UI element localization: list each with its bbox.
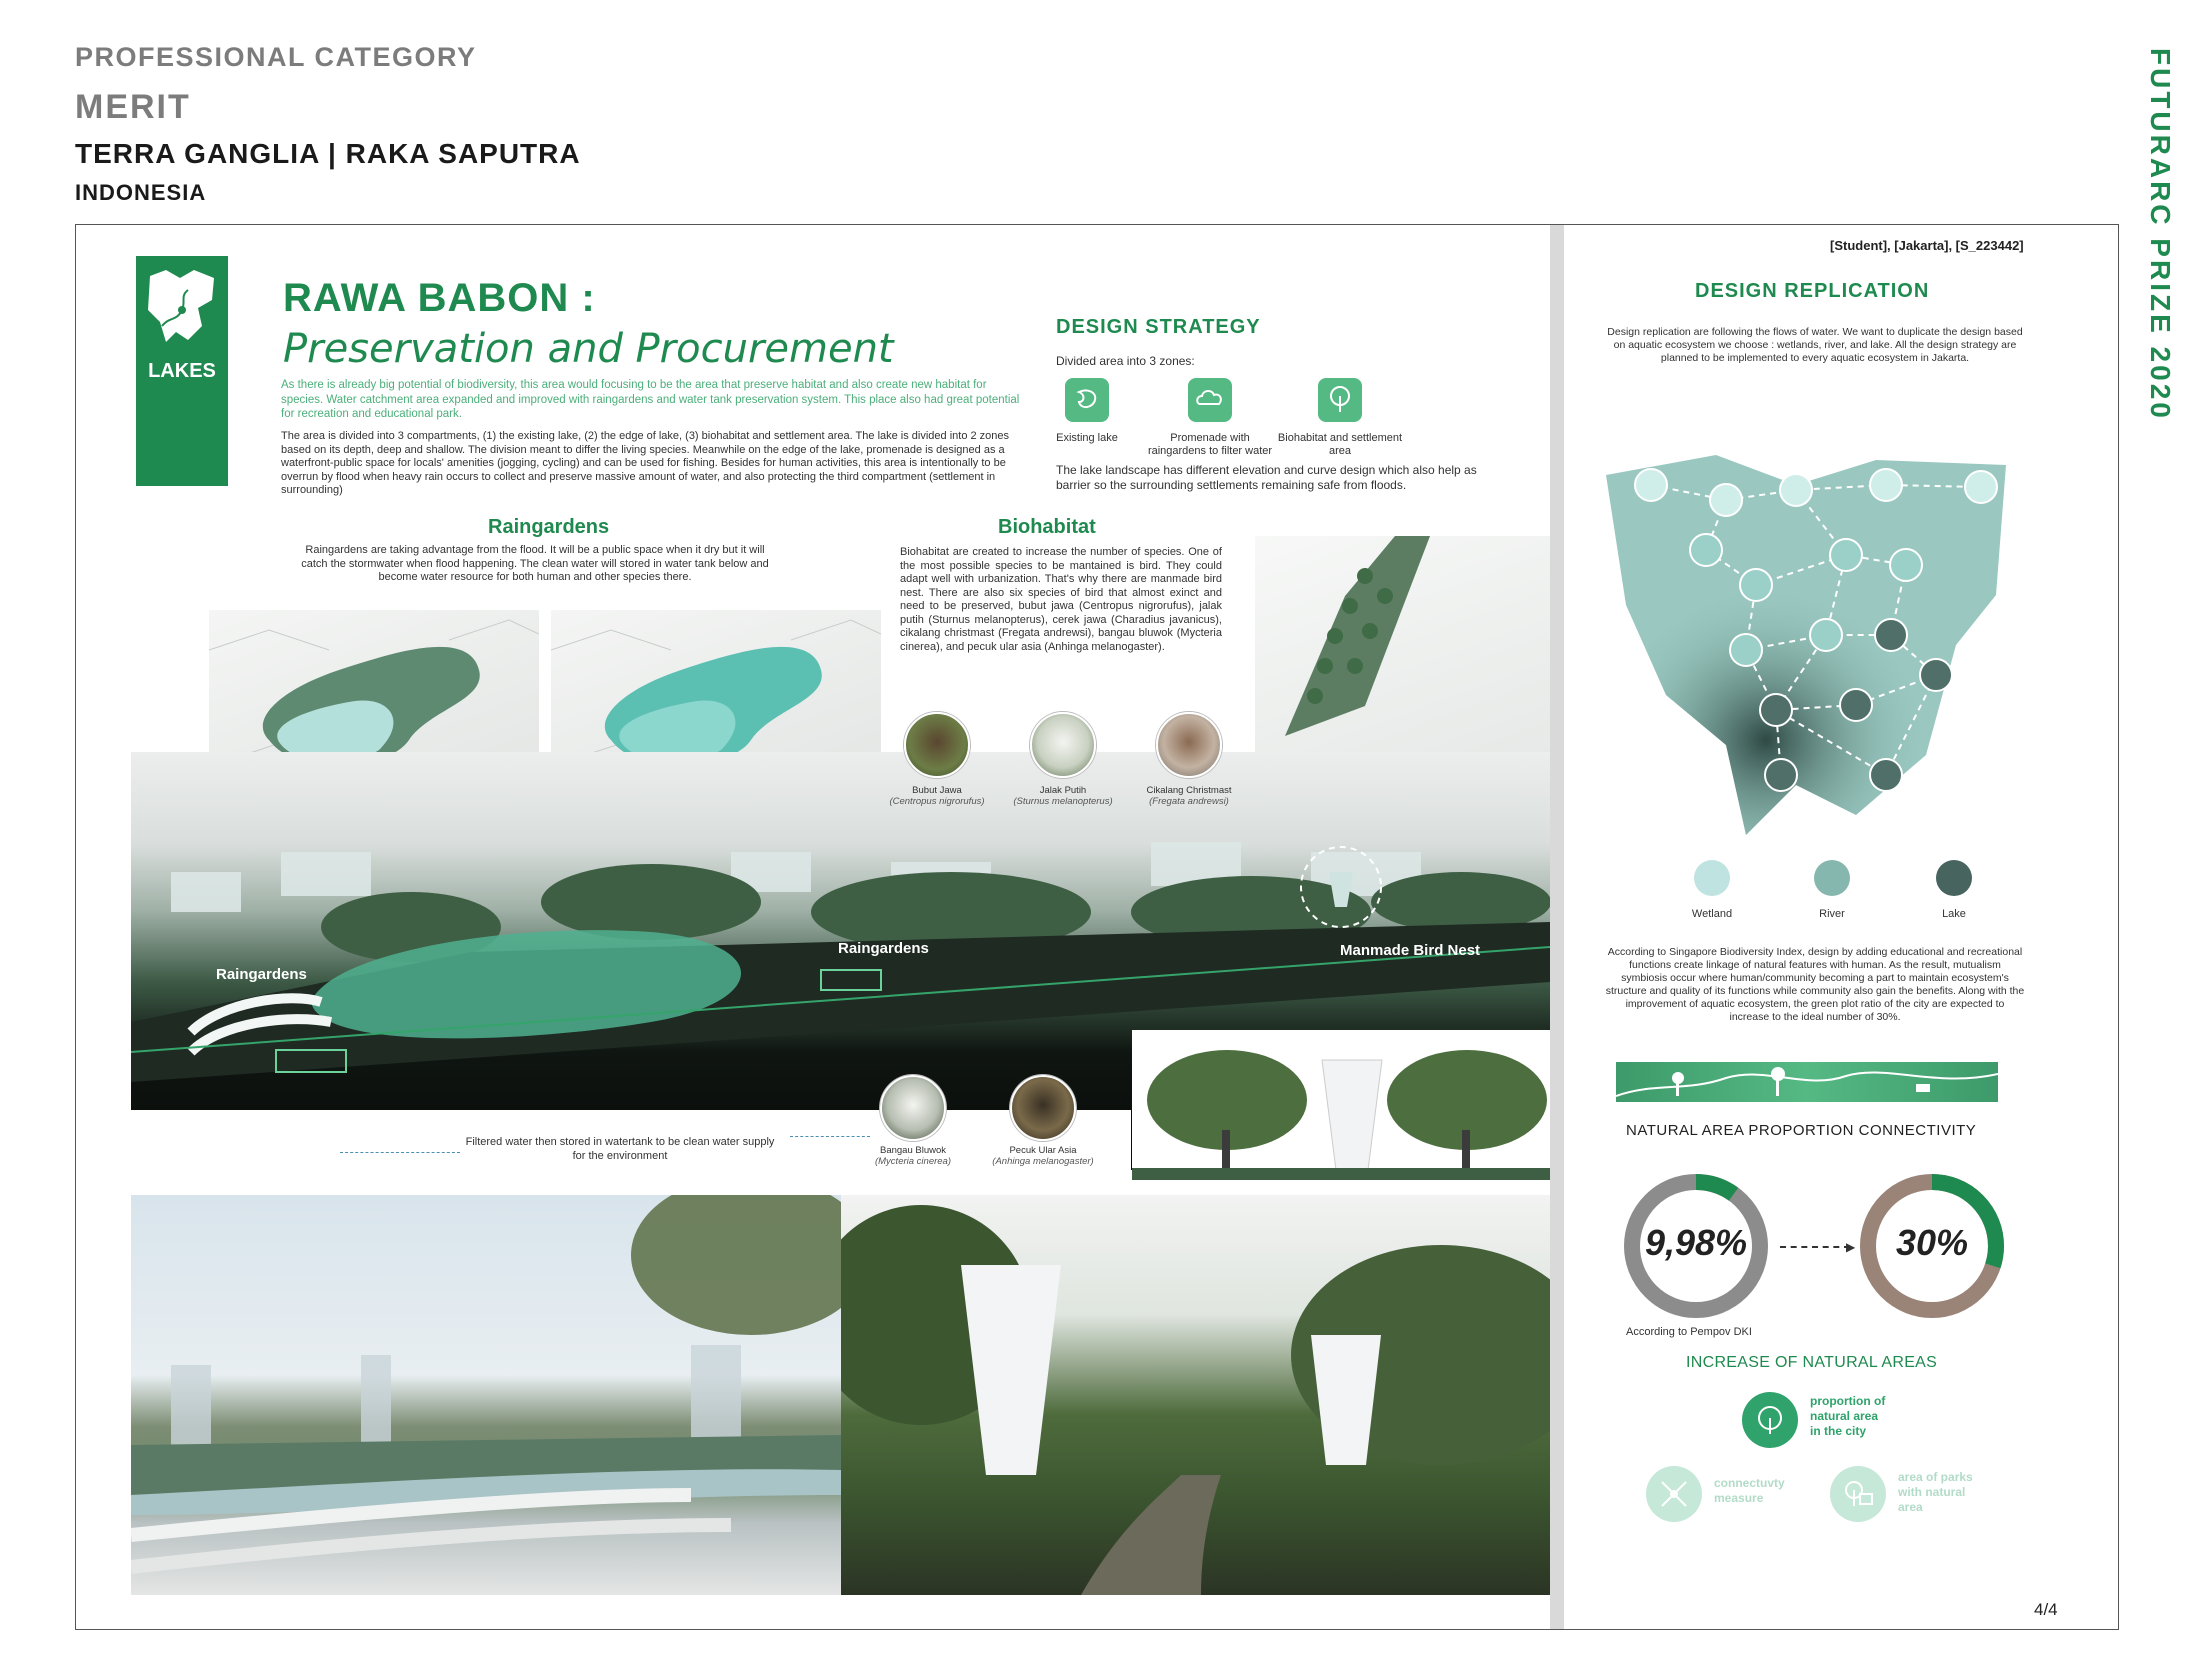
award-heading: MERIT bbox=[75, 88, 191, 126]
network-indicator-icon bbox=[1646, 1466, 1702, 1522]
zone-label-1: Existing lake bbox=[1056, 432, 1118, 444]
biohabitat-desc: Biohabitat are created to increase the number of species. One of the most possible species to be mantained is bird. They could adapt well with urbanization. That's why there are manmade bird nest. There are also six species of bird that almost exinct and need to be preserved, bubut jawa (Centropus nigrorufus), jalak putih (Sturnus melanopterus), cerek jawa (Charadius javanicus), cikalang christmast (Fregata andrewsi), bangau bluwok (Mycteria cinerea), and pecuk ular asia (Anhinga melanogaster). bbox=[900, 546, 1222, 653]
bird-label-3 bbox=[1124, 785, 1254, 807]
indicator-proportion-line-3: in the city bbox=[1810, 1424, 1867, 1438]
bird-name-3: Cikalang Christmast bbox=[1146, 785, 1232, 796]
indicator-parks-line-3: area bbox=[1898, 1500, 1923, 1514]
bird-latin-5: (Anhinga melanogaster) bbox=[992, 1156, 1094, 1167]
donut-target-value: 30% bbox=[1895, 1222, 1969, 1263]
biohabitat-title: Biohabitat bbox=[998, 516, 1096, 538]
jakarta-replication-map bbox=[1596, 445, 2016, 845]
indicator-proportion bbox=[1810, 1394, 1885, 1439]
indicator-parks-line-1: area of parks bbox=[1898, 1470, 1973, 1484]
entry-id: [Student], [Jakarta], [S_223442] bbox=[1830, 238, 2024, 253]
legend-wetland-label: Wetland bbox=[1691, 908, 1733, 920]
bird-bubut-jawa bbox=[904, 712, 970, 778]
cloud-rain-icon bbox=[1188, 378, 1232, 422]
tree-icon bbox=[1318, 378, 1362, 422]
bird-latin-3: (Fregata andrewsi) bbox=[1149, 796, 1229, 807]
lakes-badge bbox=[136, 256, 228, 486]
lake-icon bbox=[1065, 378, 1109, 422]
zone-label-3: Biohabitat and settlement area bbox=[1277, 432, 1403, 457]
legend-lake-label: Lake bbox=[1942, 908, 1966, 920]
raingardens-mid-label: Raingardens bbox=[838, 940, 929, 957]
park-indicator-icon bbox=[1830, 1466, 1886, 1522]
legend-river-swatch bbox=[1814, 860, 1850, 896]
bird-latin-2: (Sturnus melanopterus) bbox=[1013, 796, 1113, 807]
lakeside-render bbox=[131, 1195, 841, 1595]
increase-title: INCREASE OF NATURAL AREAS bbox=[1686, 1354, 1938, 1371]
bird-name-4: Bangau Bluwok bbox=[879, 1145, 947, 1156]
donut-arrow bbox=[1780, 1246, 1850, 1248]
indicator-connectivity-line-1: connectuvty bbox=[1714, 1476, 1785, 1490]
lakes-badge-label: LAKES bbox=[148, 360, 216, 382]
legend-river-label: River bbox=[1819, 908, 1845, 920]
design-replication-desc: Design replication are following the flows of water. We want to duplicate the design based on aquatic ecosystem we choose : wetlands, river, and lake. All the design strategy are planned to be implemented to every aquatic ecosystem in Jakarta. bbox=[1607, 326, 2023, 364]
category-heading: PROFESSIONAL CATEGORY bbox=[75, 42, 477, 72]
bird-label-1 bbox=[872, 785, 1002, 807]
bird-latin-1: (Centropus nigrorufus) bbox=[889, 796, 985, 807]
page-title: RAWA BABON : bbox=[283, 276, 596, 320]
design-strategy-sub: Divided area into 3 zones: bbox=[1056, 354, 1195, 368]
design-replication-title: DESIGN REPLICATION bbox=[1695, 280, 1930, 302]
bird-label-2 bbox=[998, 785, 1128, 807]
design-strategy-desc: The lake landscape has different elevation and curve design which also help as barrier so the surrounding settlements remaining safe from floods. bbox=[1056, 463, 1477, 492]
indicator-proportion-line-1: proportion of bbox=[1810, 1394, 1886, 1408]
panel-divider bbox=[1550, 225, 1564, 1629]
intro-body: The area is divided into 3 compartments, (1) the existing lake, (2) the edge of lake, (3) biohabitat and settlement area. The lake is divided into 2 zones based on its depth, deep and shallow. The division meant to differ the living species. Meanwhile on the edge of the lake, promenade is designed as a waterfront-public space for locals' amenities (jogging, cycling) and can be used for fishing. Besides for human activities, this area is intentionally to be overrun by flood when heavy rain occurs to collect and preserve massive amount of water, and also protecting the third compartment (settlement in surrounding) bbox=[281, 430, 1010, 496]
jakarta-map-icon bbox=[136, 256, 228, 356]
country-heading: INDONESIA bbox=[75, 180, 207, 205]
page-number: 4/4 bbox=[2034, 1600, 2058, 1619]
donut-current-value: 9,98% bbox=[1644, 1222, 1748, 1263]
filter-note: Filtered water then stored in watertank to be clean water supply for the environment bbox=[465, 1136, 775, 1162]
bird-name-5: Pecuk Ular Asia bbox=[1009, 1145, 1077, 1156]
arrow-head-icon: ▶ bbox=[1846, 1240, 1856, 1254]
biodiversity-index-desc: According to Singapore Biodiversity Index, design by adding educational and recreational functions create linkage of natural features with human. As the result, mutualism symbiosis occur where human/community becoming a part to maintain ecosystem's structure and quality of its functions while community also gain the benefits. Along with the improvement of aquatic ecosystem, the green plot ratio of the city are expected to increase to the ideal number of 30%. bbox=[1605, 946, 2025, 1023]
bird-label-4 bbox=[848, 1145, 978, 1167]
project-heading: TERRA GANGLIA | RAKA SAPUTRA bbox=[75, 138, 581, 169]
raingardens-title: Raingardens bbox=[488, 516, 610, 538]
bird-pecuk-ular bbox=[1010, 1075, 1076, 1141]
bird-label-5 bbox=[978, 1145, 1108, 1167]
bird-jalak-putih bbox=[1030, 712, 1096, 778]
raingardens-left-label: Raingardens bbox=[216, 966, 307, 983]
bird-bangau-bluwok bbox=[880, 1075, 946, 1141]
flow-arrow-left bbox=[340, 1152, 460, 1153]
bird-nest-elevation bbox=[1132, 1030, 1550, 1180]
intro-highlight: As there is already big potential of biodiversity, this area would focusing to be the area that preserve habitat and also create new habitat for species. Water catchment area expanded and improved with raingardens and water tank preservation system. This place also had great potential for recreation and educational park. bbox=[281, 379, 1020, 420]
napc-title: NATURAL AREA PROPORTION CONNECTIVITY bbox=[1626, 1122, 1977, 1139]
legend-wetland-swatch bbox=[1694, 860, 1730, 896]
bird-latin-4: (Mycteria cinerea) bbox=[874, 1156, 952, 1167]
indicator-parks-line-2: with natural bbox=[1898, 1485, 1966, 1499]
source-note: According to Pempov DKI bbox=[1626, 1326, 1752, 1338]
flow-arrow-right bbox=[790, 1136, 870, 1137]
indicator-proportion-line-2: natural area bbox=[1810, 1409, 1879, 1423]
bird-nest-label: Manmade Bird Nest bbox=[1340, 942, 1481, 959]
legend-lake-swatch bbox=[1936, 860, 1972, 896]
bird-nest-park-render bbox=[841, 1195, 1550, 1595]
indicator-connectivity bbox=[1714, 1476, 1785, 1506]
bird-name-2: Jalak Putih bbox=[1039, 785, 1087, 796]
indicator-connectivity-line-2: measure bbox=[1714, 1491, 1764, 1505]
raingardens-desc: Raingardens are taking advantage from the flood. It will be a public space when it dry but it will catch the stormwater when flood happening. The clean water will stored in water tank below and become water resource for both human and other species there. bbox=[301, 544, 769, 583]
bird-name-1: Bubut Jawa bbox=[912, 785, 962, 796]
bird-cikalang bbox=[1156, 712, 1222, 778]
biohabitat-illustration bbox=[1255, 536, 1550, 756]
tree-indicator-icon bbox=[1742, 1392, 1798, 1448]
zone-label-2: Promenade with raingardens to filter water bbox=[1147, 432, 1273, 457]
indicator-parks bbox=[1898, 1470, 1973, 1515]
landscape-strip bbox=[1616, 1062, 1998, 1102]
side-title bbox=[2140, 48, 2180, 488]
page-subtitle: Preservation and Procurement bbox=[283, 326, 894, 372]
side-title-text: FUTURARC PRIZE 2020 bbox=[2145, 48, 2176, 421]
design-strategy-title: DESIGN STRATEGY bbox=[1056, 316, 1261, 338]
